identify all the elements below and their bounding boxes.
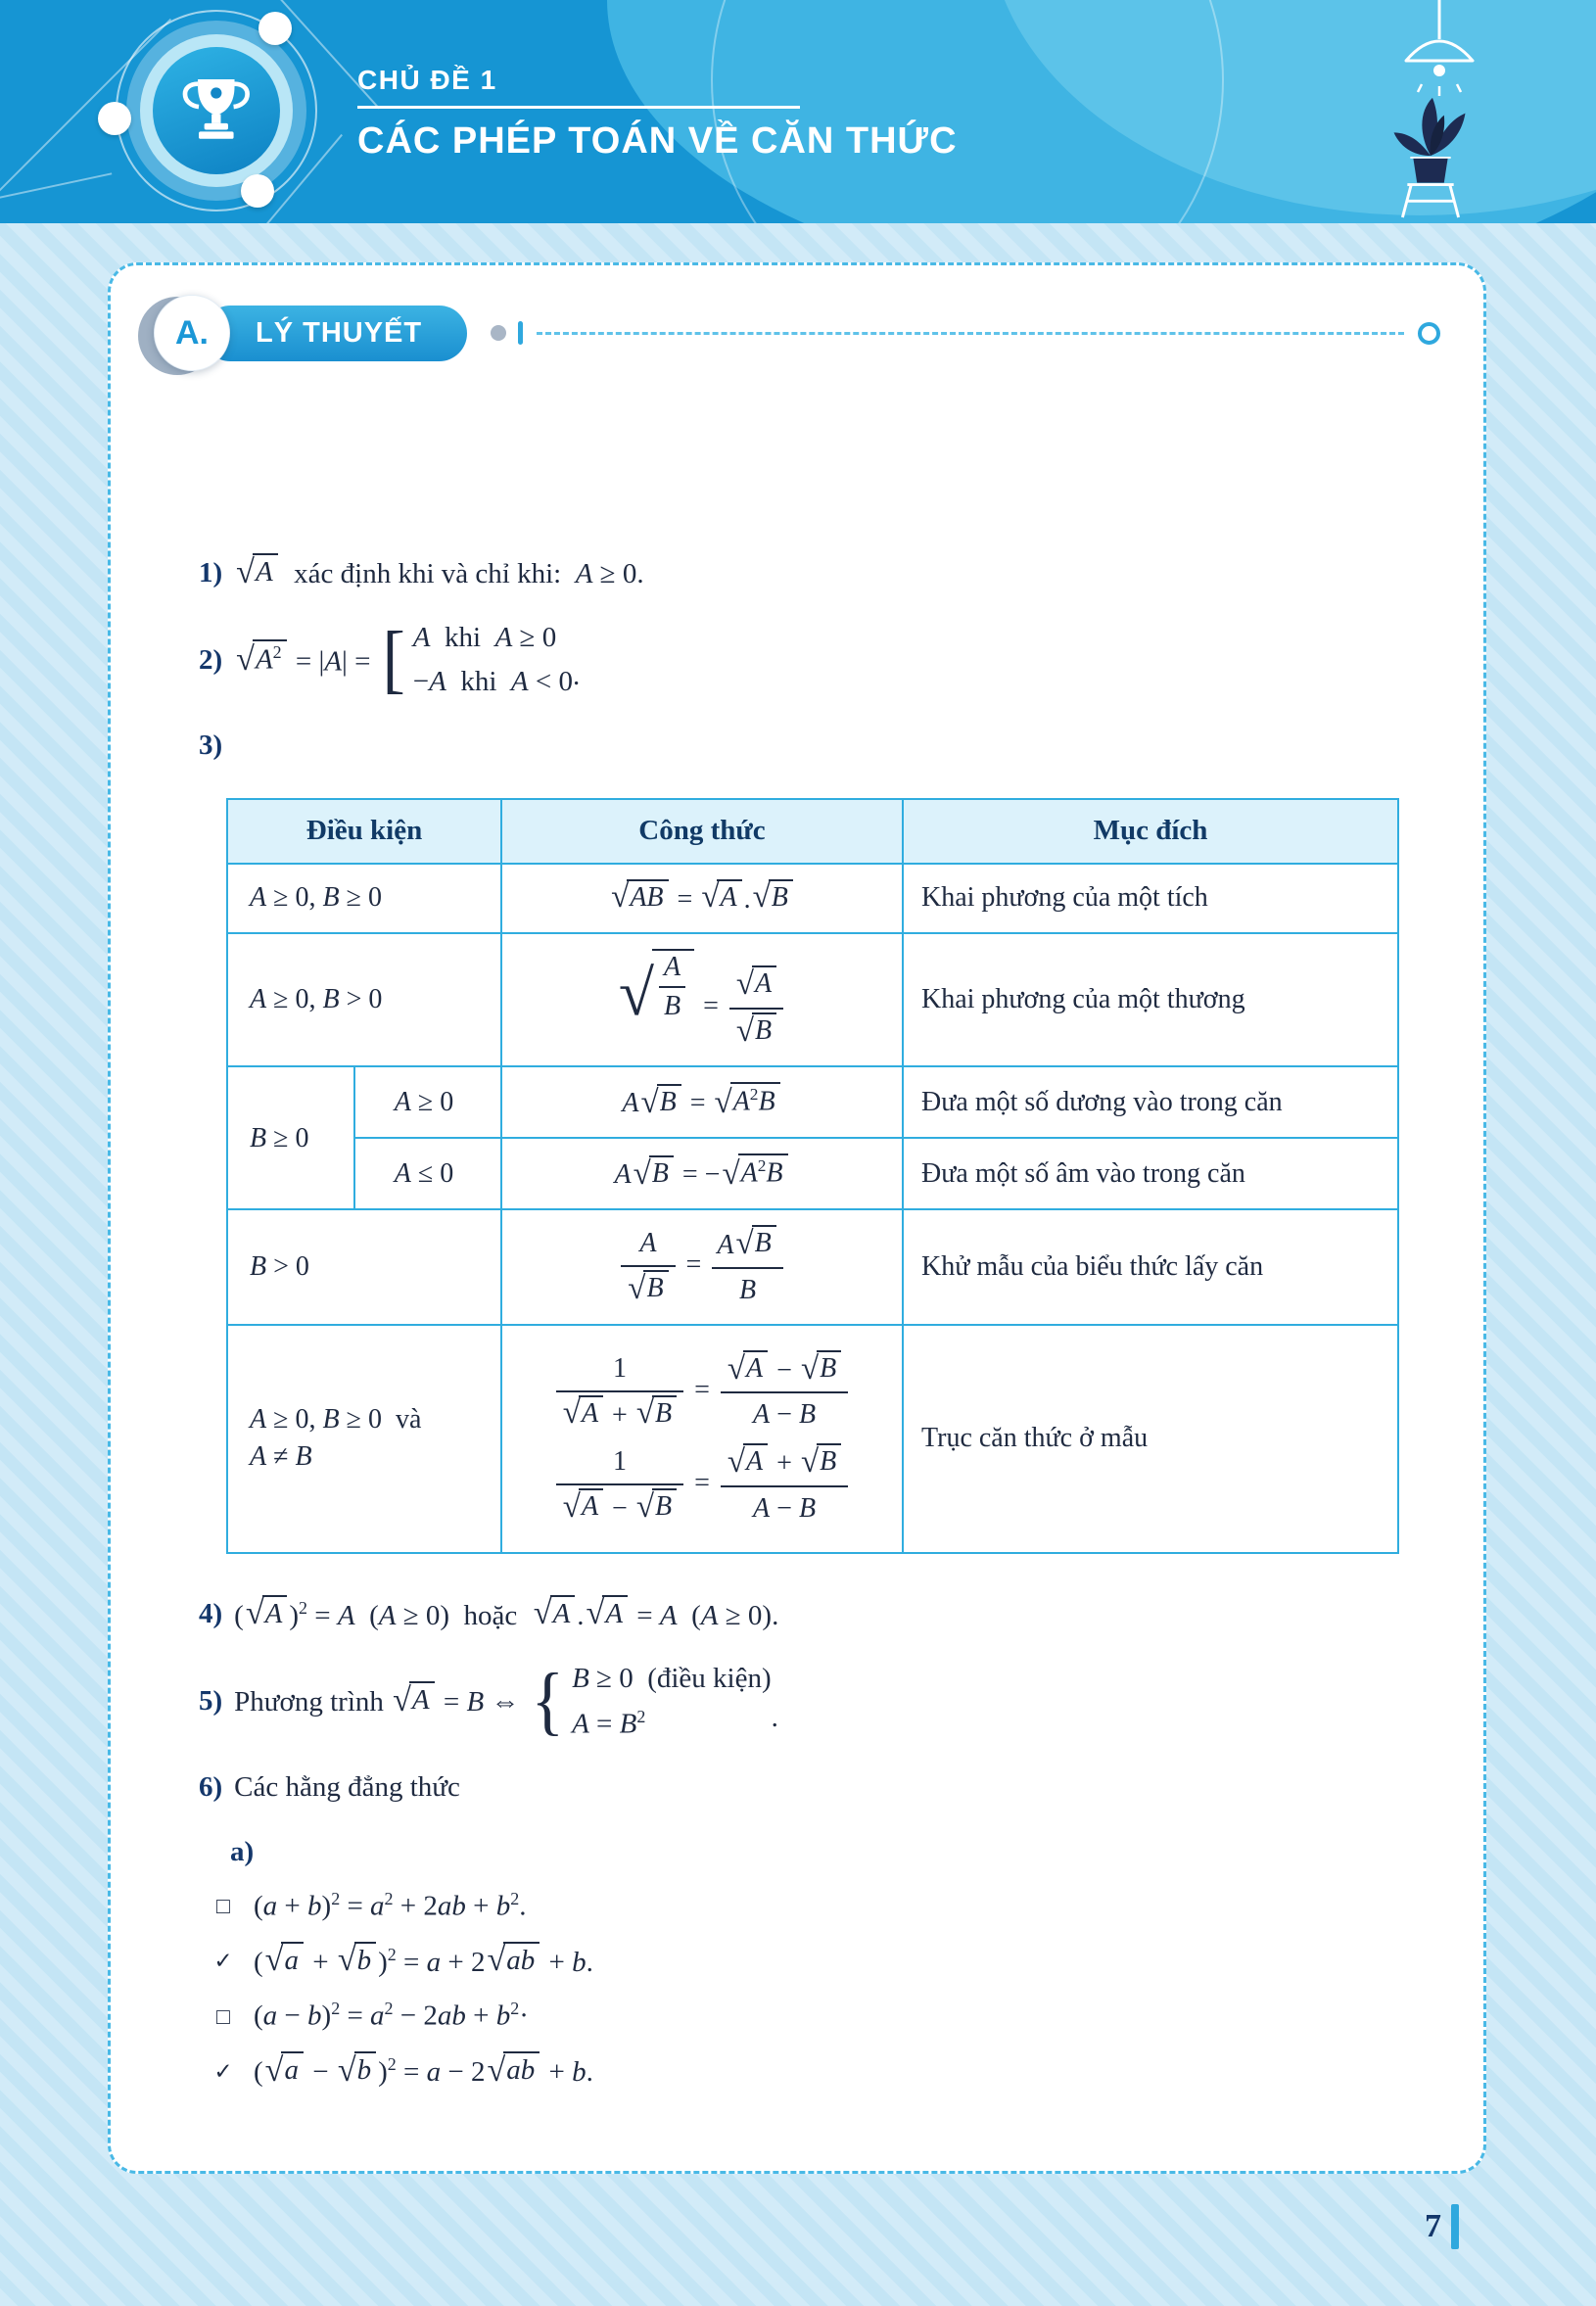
identity-formula: $(a - b)^2 = a^2 - 2ab + b^2\cdot$ bbox=[254, 1999, 529, 2033]
theory-item-2 bbox=[199, 619, 1440, 701]
condition-cell: B ≥ 0 bbox=[227, 1066, 354, 1209]
piecewise-bracket: [ bbox=[382, 617, 405, 702]
equation-conditions bbox=[531, 1660, 777, 1743]
table-header-cell: Công thức bbox=[501, 799, 903, 863]
theory-item-4 bbox=[199, 1595, 1440, 1635]
table-row bbox=[227, 933, 1398, 1066]
table-header-cell: Mục đích bbox=[903, 799, 1398, 863]
trophy-icon bbox=[153, 47, 280, 174]
item-number: 2) bbox=[199, 643, 223, 676]
section-badge-label: A. bbox=[175, 313, 209, 352]
table-header-row bbox=[227, 799, 1398, 863]
condition-cell bbox=[227, 1325, 501, 1553]
table-row bbox=[227, 1066, 1398, 1138]
identity-row bbox=[209, 1997, 1440, 2036]
table-header-cell: Điều kiện bbox=[227, 799, 501, 863]
item-number: 1) bbox=[199, 556, 223, 588]
check-bullet-icon: ✓ bbox=[213, 1949, 233, 1974]
condition-cell: A ≥ 0, B > 0 bbox=[227, 933, 501, 1066]
square-bullet-icon: □ bbox=[216, 1894, 230, 1919]
section-title-pill: LÝ THUYẾT bbox=[203, 306, 467, 361]
item-6a-label: a) bbox=[230, 1835, 255, 1867]
table-row bbox=[227, 1209, 1398, 1324]
theory-item-1 bbox=[199, 553, 1440, 593]
page-number-bar bbox=[1451, 2204, 1459, 2249]
piecewise-case: B ≥ 0 (điều kiện) bbox=[572, 1663, 772, 1695]
decor-dot bbox=[98, 102, 131, 135]
connector-dot bbox=[491, 325, 506, 341]
purpose-cell: Khai phương của một tích bbox=[903, 864, 1398, 934]
page-number-value: 7 bbox=[1425, 2208, 1441, 2244]
condition-cell: A ≥ 0, B ≥ 0 bbox=[227, 864, 501, 934]
math-formula: 1 √ A + √ B = √ A − √ B A − B bbox=[520, 1350, 884, 1434]
purpose-cell: Đưa một số âm vào trong căn bbox=[903, 1138, 1398, 1209]
formula-cell: √ $\frac{A}{B}$ = √ A √ B bbox=[501, 933, 903, 1066]
formula-cell: A √ B = A √ B B bbox=[501, 1209, 903, 1324]
chapter-divider bbox=[357, 106, 800, 109]
item-number: 4) bbox=[199, 1598, 223, 1630]
condition-cell: B > 0 bbox=[227, 1209, 501, 1324]
decor-dot bbox=[258, 12, 292, 45]
identity-row bbox=[209, 1942, 1440, 1982]
formula-period: . bbox=[573, 660, 581, 692]
check-bullet-icon: ✓ bbox=[213, 2059, 233, 2085]
chapter-title: CÁC PHÉP TOÁN VỀ CĂN THỨC bbox=[357, 120, 958, 162]
plant-icon bbox=[1377, 86, 1484, 221]
theory-content bbox=[154, 553, 1440, 2092]
purpose-cell: Trục căn thức ở mẫu bbox=[903, 1325, 1398, 1553]
item-text: Các hằng đẳng thức bbox=[234, 1771, 460, 1804]
page-number bbox=[1425, 2204, 1459, 2249]
condition-line: A ≥ 0, B ≥ 0 và bbox=[250, 1404, 422, 1435]
square-bullet-icon: □ bbox=[216, 2003, 230, 2029]
connector-tick bbox=[518, 321, 523, 345]
table-row bbox=[227, 864, 1398, 934]
identity-row bbox=[209, 1887, 1440, 1926]
identity-row bbox=[209, 2051, 1440, 2092]
formula-period: . bbox=[771, 1702, 778, 1734]
math-formula: √ A xác định khi và chỉ khi: A ≥ 0. bbox=[236, 553, 644, 590]
piecewise-brace: { bbox=[531, 1659, 565, 1744]
condition-sub-cell: A ≤ 0 bbox=[354, 1138, 501, 1209]
radical-rules-table bbox=[226, 798, 1399, 1553]
chapter-banner bbox=[0, 0, 1596, 223]
theory-item-5 bbox=[199, 1660, 1440, 1743]
piecewise-case: $A = B^2$ bbox=[572, 1706, 646, 1740]
connector-end-circle bbox=[1418, 322, 1440, 345]
piecewise-case: A khi A ≥ 0 bbox=[412, 621, 557, 653]
formula-cell: A √ B = − √ $A^2B$ bbox=[501, 1138, 903, 1209]
formula-cell: √ AB = √ A . √ B bbox=[501, 864, 903, 934]
theory-item-3 bbox=[199, 727, 1440, 765]
item-number: 6) bbox=[199, 1771, 223, 1804]
decor-dot bbox=[241, 174, 274, 208]
identity-formula: ( √ a − √ b )$^2$ = a − 2 √ ab + b. bbox=[254, 2052, 593, 2090]
chapter-heading bbox=[357, 65, 958, 163]
math-formula: ( √ A )$^2$ = A (A ≥ 0) hoặc √ A . √ A = A (A ≥ 0). bbox=[234, 1595, 779, 1632]
identity-formula: $(a + b)^2 = a^2 + 2ab + b^2$. bbox=[254, 1888, 527, 1922]
table-row bbox=[227, 1325, 1398, 1553]
item-number: 3) bbox=[199, 729, 223, 762]
chapter-label: CHỦ ĐỀ 1 bbox=[357, 65, 497, 95]
section-a-header bbox=[154, 295, 1440, 371]
item-number: 5) bbox=[199, 1685, 223, 1718]
connector-dashed-line bbox=[537, 332, 1404, 335]
purpose-cell: Khử mẫu của biểu thức lấy căn bbox=[903, 1209, 1398, 1324]
condition-line: A ≠ B bbox=[250, 1441, 312, 1473]
formula-cell bbox=[501, 1325, 903, 1553]
condition-sub-cell: A ≥ 0 bbox=[354, 1066, 501, 1138]
piecewise-case: −A khi A < 0 bbox=[412, 666, 573, 698]
math-formula: Phương trình √ A = B ⇔ bbox=[234, 1682, 520, 1719]
piecewise-definition bbox=[382, 619, 580, 701]
math-formula: 1 √ A − √ B = √ A + √ B A − B bbox=[520, 1443, 884, 1527]
table-row bbox=[227, 1138, 1398, 1209]
trophy-badge bbox=[116, 10, 317, 212]
purpose-cell: Đưa một số dương vào trong căn bbox=[903, 1066, 1398, 1138]
section-badge bbox=[154, 295, 230, 371]
identity-formula: ( √ a + √ b )$^2$ = a + 2 √ ab + b. bbox=[254, 1942, 593, 1979]
content-card bbox=[108, 262, 1486, 2174]
math-formula: √ $A^2$ = |A| = bbox=[234, 639, 370, 682]
formula-cell: A √ B = √ $A^2B$ bbox=[501, 1066, 903, 1138]
theory-item-6 bbox=[199, 1768, 1440, 1807]
purpose-cell: Khai phương của một thương bbox=[903, 933, 1398, 1066]
